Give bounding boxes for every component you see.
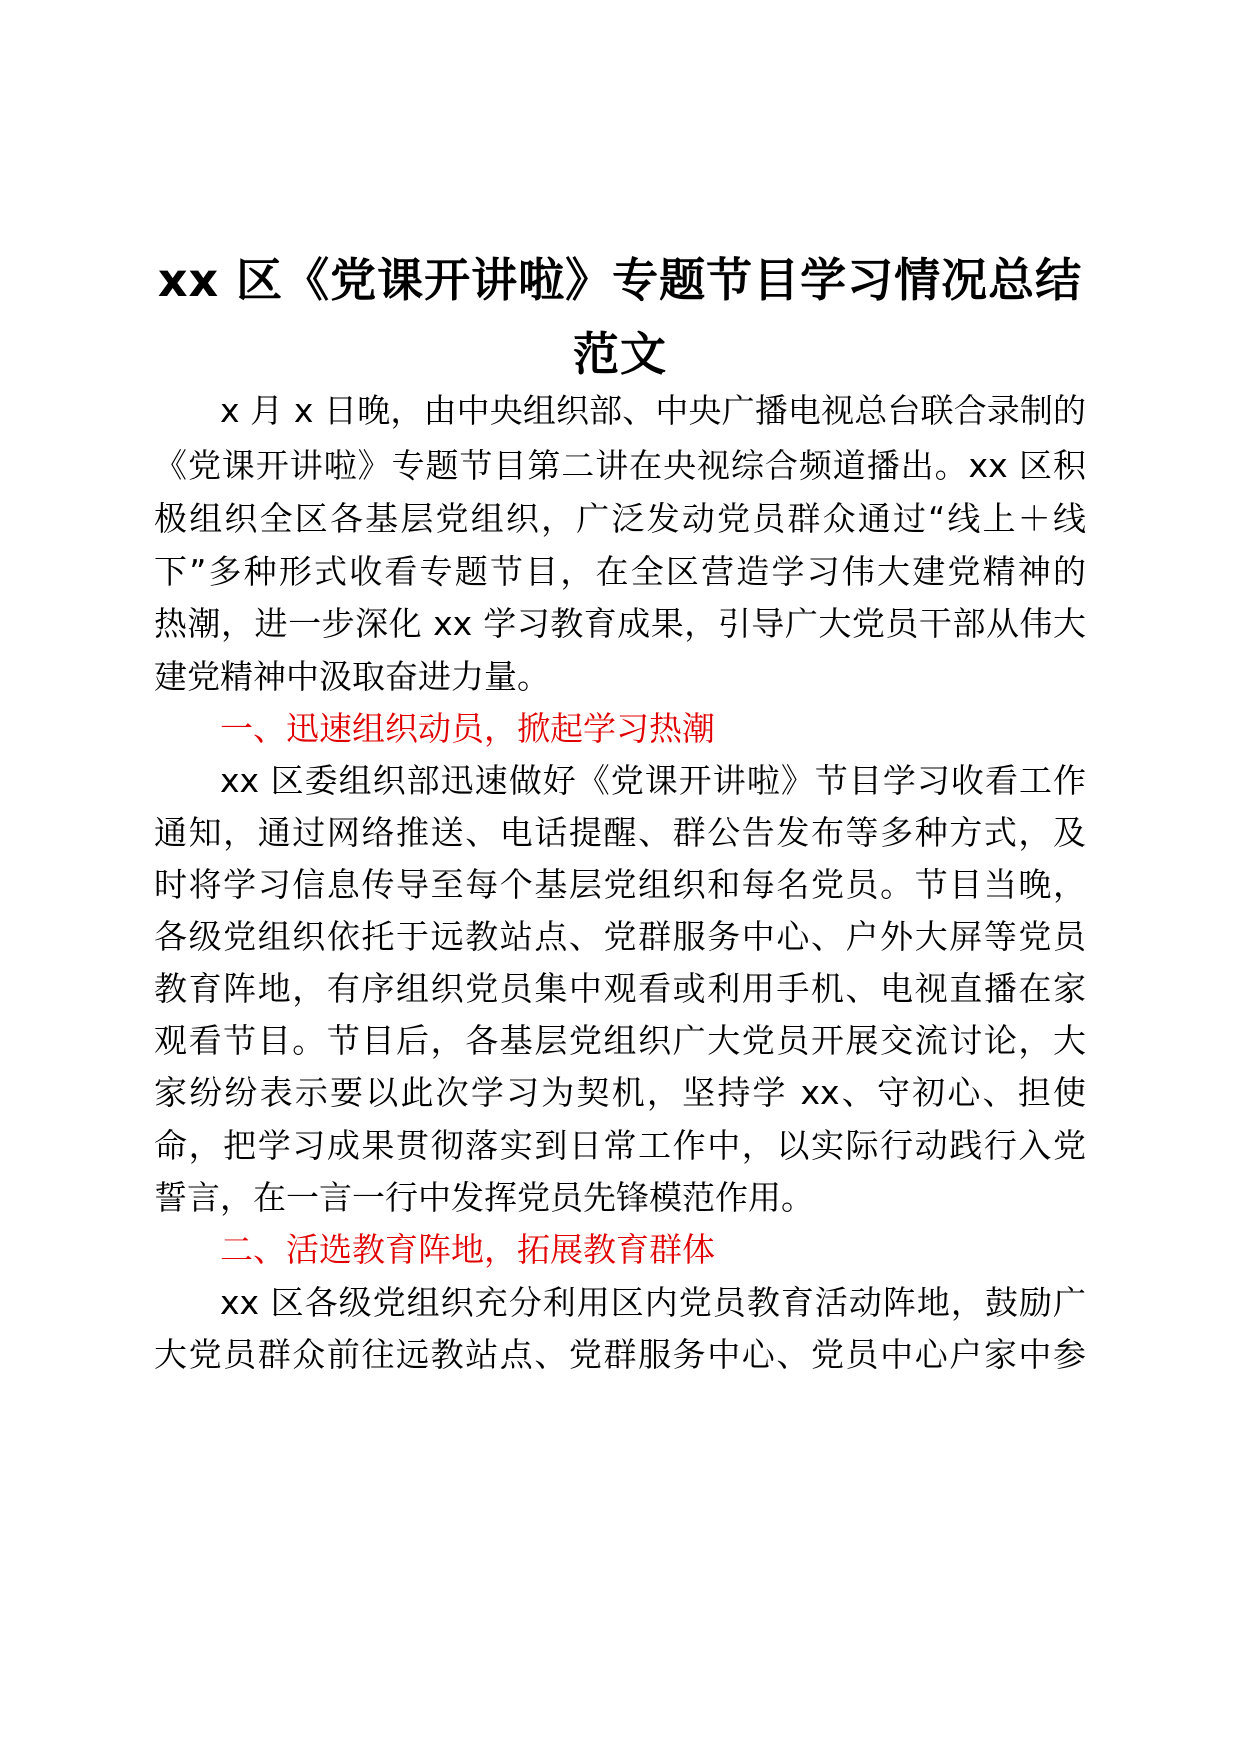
paragraph-3-line: 大党员群众前往远教站点、党群服务中心、党员中心户家中参	[154, 1335, 1086, 1374]
paragraph-1-line: 《党课开讲啦》专题节目第二讲在央视综合频道播出。xx 区积	[154, 446, 1086, 485]
paragraph-2-line: 家纷纷表示要以此次学习为契机，坚持学 xx、守初心、担使	[154, 1073, 1086, 1112]
paragraph-1-line: 极组织全区各基层党组织，广泛发动党员群众通过“线上＋线	[154, 499, 1086, 538]
paragraph-2-line: 观看节目。节目后，各基层党组织广大党员开展交流讨论，大	[154, 1021, 1086, 1060]
paragraph-2-line: 誓言，在一言一行中发挥党员先锋模范作用。	[154, 1178, 814, 1217]
paragraph-1-line: 建党精神中汲取奋进力量。	[154, 657, 550, 696]
paragraph-2-line: 时将学习信息传导至每个基层党组织和每名党员。节目当晚，	[154, 865, 1086, 904]
document-title-line-1: xx 区《党课开讲啦》专题节目学习情况总结	[157, 253, 1083, 307]
paragraph-1-line: x 月 x 日晚，由中央组织部、中央广播电视总台联合录制的	[220, 391, 1086, 430]
document-title-line-2: 范文	[573, 327, 667, 381]
paragraph-2-line: 命，把学习成果贯彻落实到日常工作中，以实际行动践行入党	[154, 1126, 1086, 1165]
section-heading-1: 一、迅速组织动员，掀起学习热潮	[220, 709, 715, 748]
paragraph-2-line: 各级党组织依托于远教站点、党群服务中心、户外大屏等党员	[154, 917, 1086, 956]
paragraph-2-line: xx 区委组织部迅速做好《党课开讲啦》节目学习收看工作	[220, 761, 1086, 800]
paragraph-1-line: 热潮，进一步深化 xx 学习教育成果，引导广大党员干部从伟大	[154, 604, 1086, 643]
paragraph-2-line: 教育阵地，有序组织党员集中观看或利用手机、电视直播在家	[154, 969, 1086, 1008]
paragraph-2-line: 通知，通过网络推送、电话提醒、群公告发布等多种方式，及	[154, 813, 1086, 852]
section-heading-2: 二、活选教育阵地，拓展教育群体	[220, 1230, 715, 1269]
paragraph-1-line: 下”多种形式收看专题节目，在全区营造学习伟大建党精神的	[154, 552, 1086, 591]
paragraph-3-line: xx 区各级党组织充分利用区内党员教育活动阵地，鼓励广	[220, 1283, 1086, 1322]
